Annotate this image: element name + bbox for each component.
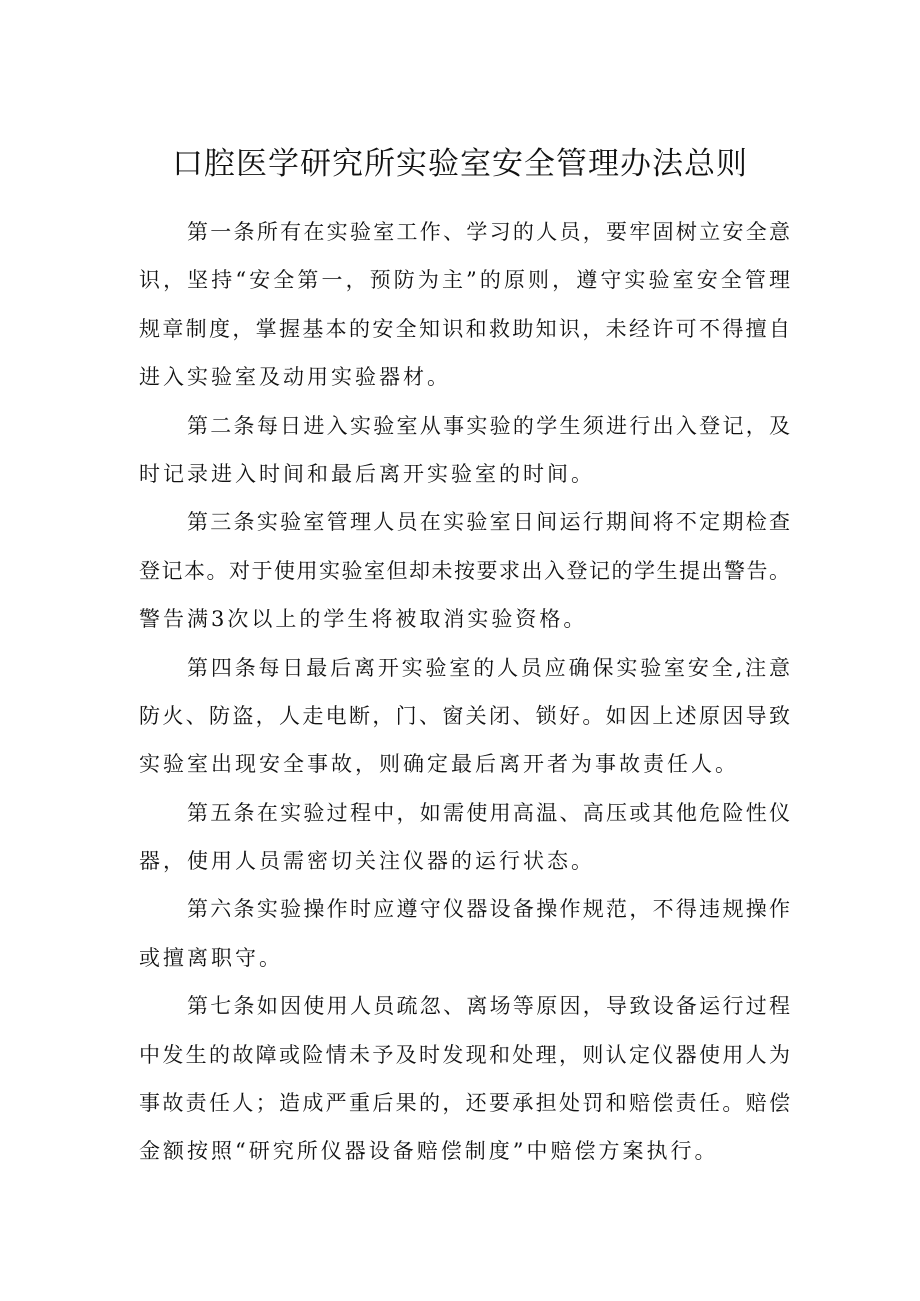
paragraph-line: 进入实验室及动用实验器材。 [139, 365, 451, 390]
paragraph-line: 事故责任人；造成严重后果的，还要承担处罚和赔偿责任。赔偿 [139, 1091, 790, 1116]
paragraph-line: 第六条实验操作时应遵守仪器设备操作规范，不得违规操作 [187, 897, 790, 922]
paragraph-line: 时记录进入时间和最后离开实验室的时间。 [139, 461, 595, 486]
paragraph-line: 第三条实验室管理人员在实验室日间运行期间将不定期检查 [187, 510, 790, 535]
paragraph-line: 器，使用人员需密切关注仪器的运行状态。 [139, 849, 595, 874]
article-paragraph [139, 208, 790, 402]
document-body [139, 208, 790, 1176]
paragraph-line: 第七条如因使用人员疏忽、离场等原因，导致设备运行过程 [187, 994, 790, 1019]
article-paragraph [139, 789, 790, 886]
article-paragraph [139, 982, 790, 1176]
paragraph-line: 登记本。对于使用实验室但却未按要求出入登记的学生提出警告。 [139, 558, 790, 583]
paragraph-line: 实验室出现安全事故，则确定最后离开者为事故责任人。 [139, 752, 739, 777]
paragraph-line: 第一条所有在实验室工作、学习的人员，要牢固树立安全意 [187, 220, 790, 244]
article-paragraph [139, 402, 790, 499]
article-paragraph [139, 644, 790, 789]
paragraph-line: 中发生的故障或险情未予及时发现和处理，则认定仪器使用人为 [139, 1042, 790, 1067]
article-paragraph [139, 885, 790, 982]
paragraph-line: 防火、防盗，人走电断，门、窗关闭、锁好。如因上述原因导致 [139, 703, 790, 728]
paragraph-line: 第二条每日进入实验室从事实验的学生须进行出入登记，及 [187, 413, 790, 438]
paragraph-line: 金额按照“研究所仪器设备赔偿制度”中赔偿方案执行。 [139, 1139, 719, 1164]
paragraph-line: 第五条在实验过程中，如需使用高温、高压或其他危险性仪 [187, 800, 790, 825]
paragraph-line: 规章制度，掌握基本的安全知识和救助知识，未经许可不得擅自 [139, 316, 790, 341]
article-paragraph [139, 498, 790, 643]
paragraph-line: 或擅离职守。 [139, 945, 283, 970]
paragraph-line: 识，坚持“安全第一，预防为主”的原则，遵守实验室安全管理 [139, 268, 790, 293]
paragraph-line: 警告满3次以上的学生将被取消实验资格。 [139, 607, 588, 632]
document-title: 口腔医学研究所实验室安全管理办法总则 [172, 146, 748, 182]
paragraph-line: 第四条每日最后离开实验室的人员应确保实验室安全,注意 [187, 655, 790, 680]
